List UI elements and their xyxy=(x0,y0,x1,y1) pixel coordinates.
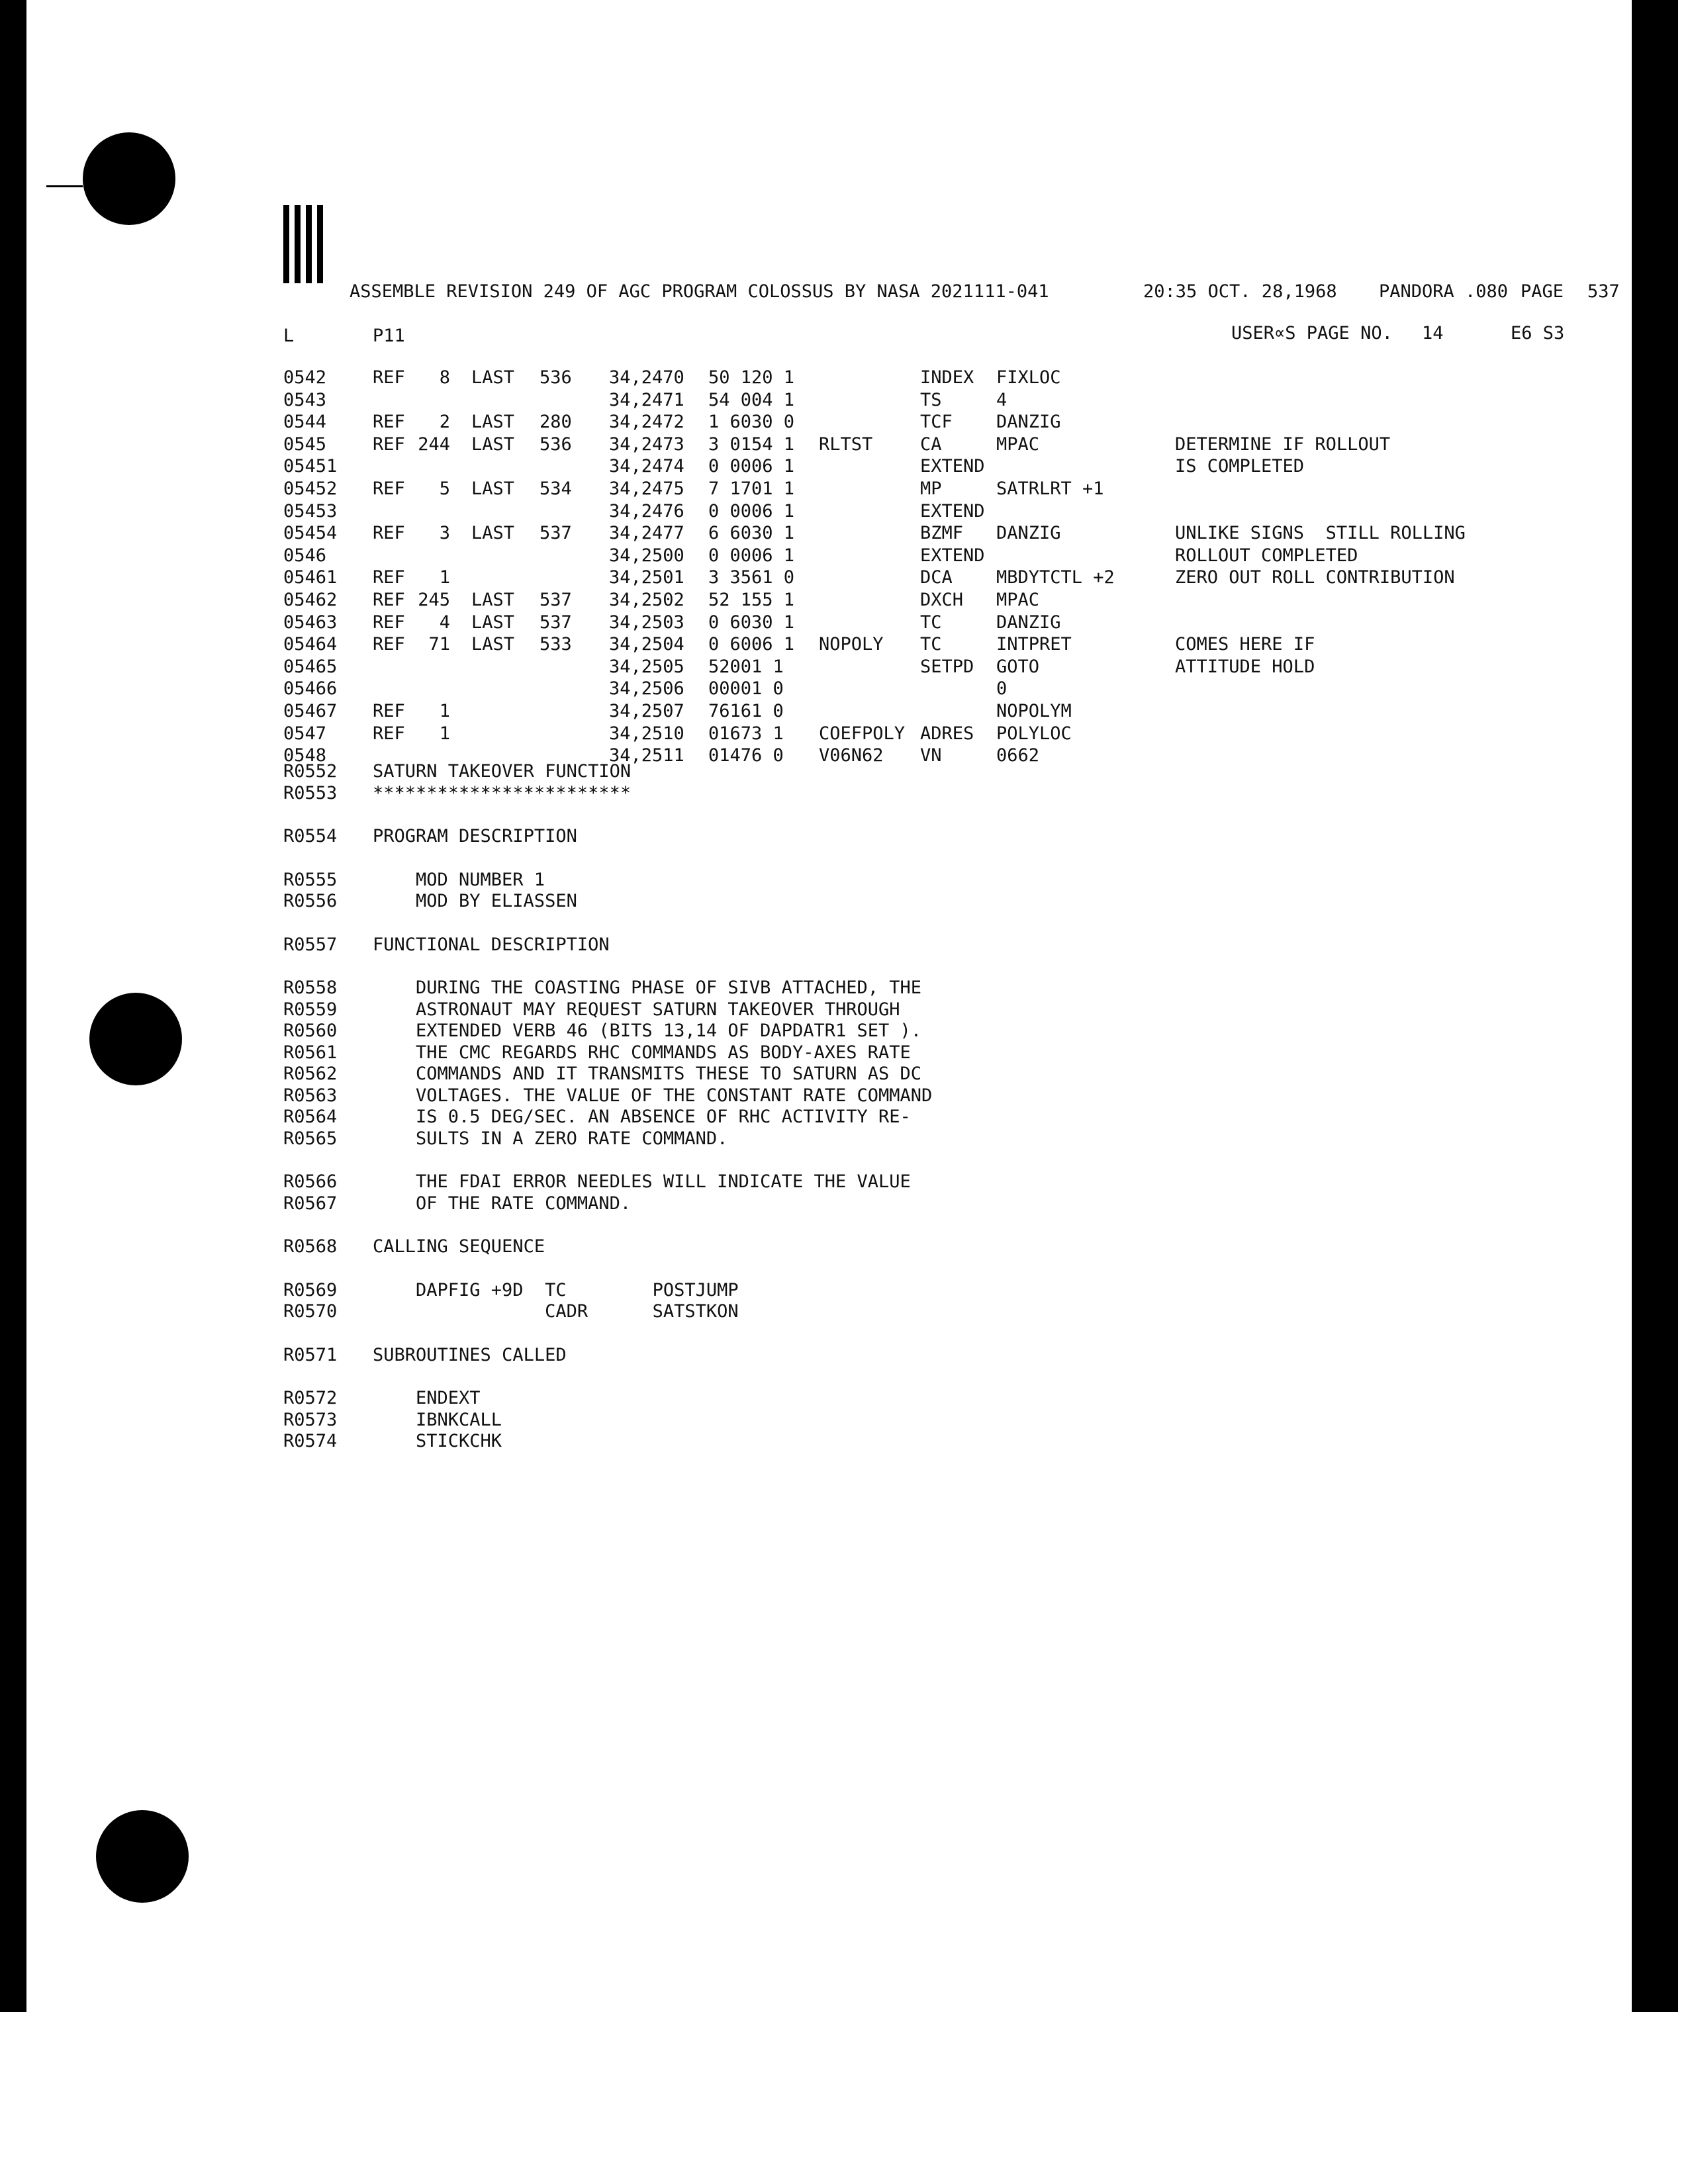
last-keyword: LAST xyxy=(471,478,515,499)
binder-mark xyxy=(283,205,324,283)
opcode: MP xyxy=(920,478,942,499)
ref-number: 1 xyxy=(439,701,450,721)
remark-line-number: R0559 xyxy=(283,999,338,1020)
operand: POLYLOC xyxy=(996,723,1072,744)
line-number: 0546 xyxy=(283,545,327,566)
last-keyword: LAST xyxy=(471,590,515,610)
address: 34,2472 xyxy=(609,412,684,433)
ref-number: 2 xyxy=(439,412,450,433)
line-number: 0542 xyxy=(283,367,327,388)
line-number: 05451 xyxy=(283,456,338,477)
remark-text: IS 0.5 DEG/SEC. AN ABSENCE OF RHC ACTIVITY RE- xyxy=(416,1107,911,1127)
opcode: TC xyxy=(920,634,942,655)
operand: 4 xyxy=(996,389,1008,410)
remark-text: MOD BY ELIASSEN xyxy=(416,891,577,911)
line-number: 05454 xyxy=(283,523,338,544)
operand: MPAC xyxy=(996,433,1040,455)
address: 34,2501 xyxy=(609,567,684,588)
remark-text: SULTS IN A ZERO RATE COMMAND. xyxy=(416,1128,728,1149)
octal-code: 3 0154 1 xyxy=(708,433,795,455)
comment: ZERO OUT ROLL CONTRIBUTION xyxy=(1175,567,1455,588)
remark-line-number: R0569 xyxy=(283,1279,338,1300)
code-right: E6 S3 xyxy=(1511,323,1565,343)
opcode: BZMF xyxy=(920,523,964,544)
opcode: TS xyxy=(920,389,942,410)
remark-line-number: R0570 xyxy=(283,1301,338,1322)
line-number: 05466 xyxy=(283,678,338,700)
address: 34,2506 xyxy=(609,678,684,700)
last-number: 537 xyxy=(539,612,572,633)
remark-text: VOLTAGES. THE VALUE OF THE CONSTANT RATE COMMAND xyxy=(416,1085,933,1106)
header-date: 20:35 OCT. 28,1968 xyxy=(1143,281,1337,302)
remark-text: PROGRAM DESCRIPTION xyxy=(373,826,577,846)
operand: GOTO xyxy=(996,656,1040,677)
octal-code: 0 6006 1 xyxy=(708,634,795,655)
octal-code: 0 6030 1 xyxy=(708,612,795,633)
octal-code: 76161 0 xyxy=(708,701,784,721)
remark-text: ASTRONAUT MAY REQUEST SATURN TAKEOVER THROUGH xyxy=(416,999,900,1020)
octal-code: 00001 0 xyxy=(708,678,784,700)
octal-code: 01476 0 xyxy=(708,745,784,766)
ref-number: 4 xyxy=(439,612,450,633)
opcode: EXTEND xyxy=(920,456,985,477)
operand: 0662 xyxy=(996,745,1040,766)
last-keyword: LAST xyxy=(471,433,515,455)
remark-text: THE CMC REGARDS RHC COMMANDS AS BODY-AXES RATE xyxy=(416,1042,911,1063)
section-id: P11 xyxy=(373,326,405,346)
operand: INTPRET xyxy=(996,634,1072,655)
remark-text: OF THE RATE COMMAND. xyxy=(416,1193,632,1214)
last-number: 537 xyxy=(539,523,572,544)
remark-text: ENDEXT xyxy=(416,1388,481,1408)
operand: NOPOLYM xyxy=(996,701,1072,721)
ref-keyword: REF xyxy=(373,612,405,633)
remark-text: CADR SATSTKON xyxy=(416,1301,739,1322)
address: 34,2504 xyxy=(609,634,684,655)
line-number: 05463 xyxy=(283,612,338,633)
octal-code: 0 0006 1 xyxy=(708,456,795,477)
ref-number: 244 xyxy=(418,433,450,455)
line-number: 05452 xyxy=(283,478,338,499)
remark-line-number: R0561 xyxy=(283,1042,338,1063)
last-number: 536 xyxy=(539,367,572,388)
comment: COMES HERE IF xyxy=(1175,634,1315,655)
user-page-number: 14 xyxy=(1422,323,1444,343)
remark-text: MOD NUMBER 1 xyxy=(416,869,545,890)
remark-text: SATURN TAKEOVER FUNCTION xyxy=(373,761,632,782)
remark-line-number: R0574 xyxy=(283,1431,338,1451)
remark-line-number: R0573 xyxy=(283,1409,338,1430)
line-number: 05465 xyxy=(283,656,338,677)
octal-code: 0 0006 1 xyxy=(708,545,795,566)
remark-line-number: R0563 xyxy=(283,1085,338,1106)
ref-keyword: REF xyxy=(373,590,405,610)
remark-text: THE FDAI ERROR NEEDLES WILL INDICATE THE VALUE xyxy=(416,1171,911,1192)
last-number: 534 xyxy=(539,478,572,499)
octal-code: 3 3561 0 xyxy=(708,567,795,588)
remark-line-number: R0568 xyxy=(283,1236,338,1257)
header-system: PANDORA .080 xyxy=(1379,281,1509,302)
last-number: 533 xyxy=(539,634,572,655)
opcode: ADRES xyxy=(920,723,974,744)
remark-line-number: R0567 xyxy=(283,1193,338,1214)
remark-line-number: R0565 xyxy=(283,1128,338,1149)
last-number: 536 xyxy=(539,433,572,455)
address: 34,2477 xyxy=(609,523,684,544)
opcode: VN xyxy=(920,745,942,766)
comment: ROLLOUT COMPLETED xyxy=(1175,545,1358,566)
left-code: L xyxy=(283,326,295,346)
address: 34,2510 xyxy=(609,723,684,744)
address: 34,2471 xyxy=(609,389,684,410)
comment: DETERMINE IF ROLLOUT xyxy=(1175,433,1391,455)
remark-text: IBNKCALL xyxy=(416,1409,502,1430)
opcode: CA xyxy=(920,433,942,455)
last-keyword: LAST xyxy=(471,612,515,633)
octal-code: 01673 1 xyxy=(708,723,784,744)
octal-code: 7 1701 1 xyxy=(708,478,795,499)
last-keyword: LAST xyxy=(471,523,515,544)
ref-number: 8 xyxy=(439,367,450,388)
label: V06N62 xyxy=(819,745,884,766)
line-number: 05467 xyxy=(283,701,338,721)
header-title: ASSEMBLE REVISION 249 OF AGC PROGRAM COLOSSUS BY NASA 2021111-041 xyxy=(350,281,1049,302)
ref-number: 1 xyxy=(439,567,450,588)
remark-text: EXTENDED VERB 46 (BITS 13,14 OF DAPDATR1 SET ). xyxy=(416,1021,922,1041)
operand: 0 xyxy=(996,678,1008,700)
octal-code: 1 6030 0 xyxy=(708,412,795,433)
line-number: 0544 xyxy=(283,412,327,433)
line-number: 05453 xyxy=(283,500,338,522)
punch-hole-top xyxy=(83,132,175,225)
ref-keyword: REF xyxy=(373,412,405,433)
operand: MPAC xyxy=(996,590,1040,610)
address: 34,2511 xyxy=(609,745,684,766)
octal-code: 52001 1 xyxy=(708,656,784,677)
opcode: INDEX xyxy=(920,367,974,388)
opcode: DCA xyxy=(920,567,953,588)
remark-line-number: R0562 xyxy=(283,1064,338,1084)
octal-code: 50 120 1 xyxy=(708,367,795,388)
address: 34,2503 xyxy=(609,612,684,633)
punch-hole-middle xyxy=(89,993,182,1085)
address: 34,2505 xyxy=(609,656,684,677)
line-number: 0547 xyxy=(283,723,327,744)
opcode: TC xyxy=(920,612,942,633)
opcode: EXTEND xyxy=(920,545,985,566)
ref-number: 5 xyxy=(439,478,450,499)
ref-number: 1 xyxy=(439,723,450,744)
remark-line-number: R0555 xyxy=(283,869,338,890)
comment: ATTITUDE HOLD xyxy=(1175,656,1315,677)
operand: SATRLRT +1 xyxy=(996,478,1104,499)
line-number: 0543 xyxy=(283,389,327,410)
ref-keyword: REF xyxy=(373,634,405,655)
header-page-label: PAGE xyxy=(1521,281,1564,302)
ref-number: 3 xyxy=(439,523,450,544)
remark-line-number: R0560 xyxy=(283,1021,338,1041)
remark-line-number: R0552 xyxy=(283,761,338,782)
ref-number: 71 xyxy=(428,634,450,655)
last-keyword: LAST xyxy=(471,412,515,433)
remark-text: COMMANDS AND IT TRANSMITS THESE TO SATURN AS DC xyxy=(416,1064,922,1084)
remark-text: STICKCHK xyxy=(416,1431,502,1451)
last-keyword: LAST xyxy=(471,367,515,388)
operand: DANZIG xyxy=(996,412,1061,433)
line-number: 05461 xyxy=(283,567,338,588)
octal-code: 6 6030 1 xyxy=(708,523,795,544)
octal-code: 52 155 1 xyxy=(708,590,795,610)
address: 34,2476 xyxy=(609,500,684,522)
ref-keyword: REF xyxy=(373,478,405,499)
remark-line-number: R0564 xyxy=(283,1107,338,1127)
line-number: 0548 xyxy=(283,745,327,766)
opcode: TCF xyxy=(920,412,953,433)
line-number: 05464 xyxy=(283,634,338,655)
address: 34,2473 xyxy=(609,433,684,455)
label: NOPOLY xyxy=(819,634,884,655)
remark-line-number: R0571 xyxy=(283,1344,338,1365)
remark-text: FUNCTIONAL DESCRIPTION xyxy=(373,934,610,955)
ref-keyword: REF xyxy=(373,567,405,588)
operand: DANZIG xyxy=(996,612,1061,633)
header-page-number: 537 xyxy=(1587,281,1620,302)
remark-text: DURING THE COASTING PHASE OF SIVB ATTACHED, THE xyxy=(416,978,922,998)
scan-border-left xyxy=(0,0,26,2012)
line-number: 05462 xyxy=(283,590,338,610)
last-number: 537 xyxy=(539,590,572,610)
operand: DANZIG xyxy=(996,523,1061,544)
operand: MBDYTCTL +2 xyxy=(996,567,1115,588)
address: 34,2474 xyxy=(609,456,684,477)
remark-line-number: R0572 xyxy=(283,1388,338,1408)
octal-code: 0 0006 1 xyxy=(708,500,795,522)
ref-keyword: REF xyxy=(373,723,405,744)
ref-number: 245 xyxy=(418,590,450,610)
scan-tick-mark xyxy=(46,185,83,187)
remark-line-number: R0554 xyxy=(283,826,338,846)
label: RLTST xyxy=(819,433,873,455)
ref-keyword: REF xyxy=(373,433,405,455)
ref-keyword: REF xyxy=(373,701,405,721)
opcode: EXTEND xyxy=(920,500,985,522)
remark-line-number: R0558 xyxy=(283,978,338,998)
ref-keyword: REF xyxy=(373,523,405,544)
comment: UNLIKE SIGNS STILL ROLLING xyxy=(1175,523,1466,544)
remark-text: CALLING SEQUENCE xyxy=(373,1236,545,1257)
operand: FIXLOC xyxy=(996,367,1061,388)
last-keyword: LAST xyxy=(471,634,515,655)
remark-line-number: R0553 xyxy=(283,782,338,803)
remark-text: DAPFIG +9D TC POSTJUMP xyxy=(416,1279,739,1300)
remark-line-number: R0557 xyxy=(283,934,338,955)
address: 34,2507 xyxy=(609,701,684,721)
punch-hole-bottom xyxy=(96,1810,189,1903)
octal-code: 54 004 1 xyxy=(708,389,795,410)
address: 34,2470 xyxy=(609,367,684,388)
opcode: SETPD xyxy=(920,656,974,677)
address: 34,2500 xyxy=(609,545,684,566)
last-number: 280 xyxy=(539,412,572,433)
user-page-label: USER∝S PAGE NO. xyxy=(1231,323,1393,343)
remark-line-number: R0556 xyxy=(283,891,338,911)
address: 34,2475 xyxy=(609,478,684,499)
ref-keyword: REF xyxy=(373,367,405,388)
comment: IS COMPLETED xyxy=(1175,456,1305,477)
label: COEFPOLY xyxy=(819,723,906,744)
address: 34,2502 xyxy=(609,590,684,610)
remark-text: ************************ xyxy=(373,782,632,803)
line-number: 0545 xyxy=(283,433,327,455)
scan-border-right xyxy=(1632,0,1678,2012)
remark-text: SUBROUTINES CALLED xyxy=(373,1344,567,1365)
remark-line-number: R0566 xyxy=(283,1171,338,1192)
opcode: DXCH xyxy=(920,590,964,610)
